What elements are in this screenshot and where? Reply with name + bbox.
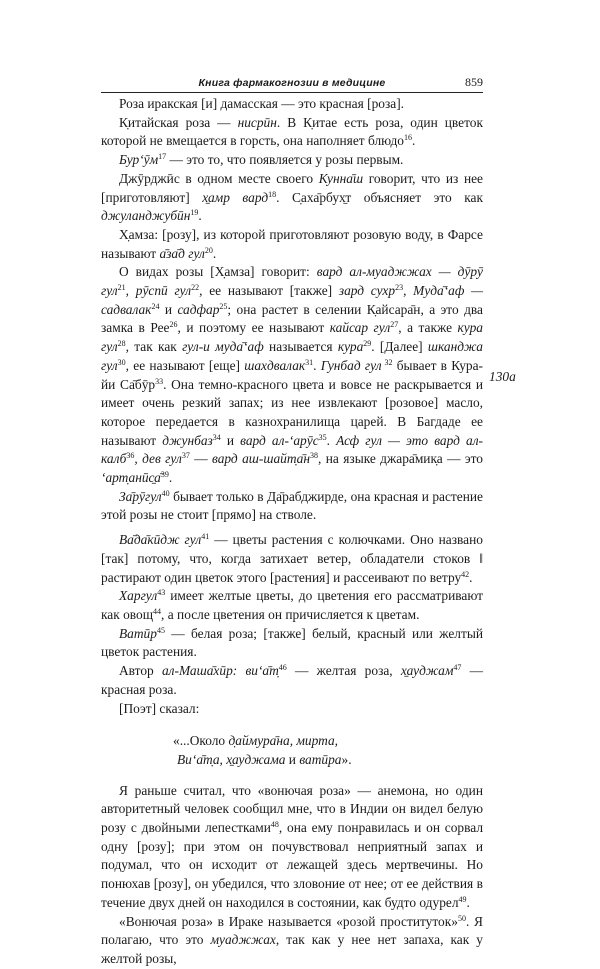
verse-line (173, 751, 483, 770)
text-run: Джӯрджӣс в одном месте своего (119, 170, 319, 186)
text-run: , (403, 283, 414, 299)
italic-term: ал-Маша̄хӣр: ви‘а̄т̣ (161, 663, 279, 679)
page-body (101, 95, 483, 969)
text-run: — красная роза. (101, 663, 483, 697)
text-run: — желтая роза, (286, 663, 401, 679)
text-run: и (220, 432, 241, 448)
footnote-ref: 48 (270, 820, 279, 830)
footnote-ref: 46 (278, 663, 287, 673)
text-run: , ее называют [также] (199, 283, 339, 299)
italic-term: Гунбад гул (320, 357, 382, 373)
text-run: , так как (125, 339, 183, 355)
text-run: ». (341, 751, 352, 767)
footnote-ref: 27 (390, 320, 399, 330)
italic-term: шканджа гул (101, 339, 483, 373)
page-number: 859 (465, 75, 483, 89)
footnote-ref: 47 (453, 663, 462, 673)
footnote-ref: 44 (153, 606, 162, 616)
text-run: — (189, 451, 212, 467)
footnote-ref: 17 (158, 152, 167, 162)
paragraphs-before-verse (101, 95, 483, 718)
footnote-ref: 25 (219, 301, 228, 311)
italic-term: джуланджубӣн (101, 208, 191, 224)
italic-term: а̄за̄д гул (159, 245, 205, 261)
italic-term: гул-и муда̄‘аф (182, 339, 264, 355)
italic-term: зард сухр (338, 283, 396, 299)
paragraph (101, 913, 483, 969)
footnote-ref: 31 (305, 357, 314, 367)
text-run: бывает только в Да̄рабджирде, она красная и растение этой розы не стоит [прямо] на стволе. (101, 488, 483, 523)
text-run: и (285, 751, 300, 767)
italic-term: Ватӣр (119, 625, 157, 641)
text-run: говорит, что из нее [приготовляют] (101, 170, 483, 205)
italic-term: Кунна̄ш (318, 170, 364, 186)
italic-term: За̄рӯгул (119, 488, 162, 504)
paragraph (101, 662, 483, 699)
paragraph (101, 587, 483, 624)
text-run: . (469, 569, 473, 585)
text-run: , и поэтому ее называют (177, 320, 330, 336)
text-run: , (134, 451, 143, 467)
italic-term: кайсар гул (329, 320, 391, 336)
paragraph (101, 151, 483, 170)
italic-term: Ва̄да̄кӣдж гул (119, 532, 202, 548)
footnote-ref: 16 (403, 133, 412, 143)
text-run: . Она темно-красного цвета и вовсе не раскрывается и имеет очень резкий запах; из нее извлекают [розовое] масло, которое передается в казнохранилища царей. В Багдаде ее называют (101, 376, 483, 448)
text-run: ; она растет в селении К̣айсара̄н, а это два замка в Рее (101, 301, 483, 336)
text-run: Я раньше считал, что «вонючая роза» — анемона, но один авторитетный человек сообщил мне, что в Индии он видел белую розу с двойными лепестками (101, 782, 483, 836)
text-run: . (212, 245, 217, 261)
footnote-ref: 39 (160, 470, 169, 480)
italic-term: нисрӣн (237, 114, 277, 130)
footnote-ref: 34 (212, 432, 221, 442)
italic-term: садфар (177, 301, 220, 317)
footnote-ref: 18 (268, 189, 277, 199)
italic-term: вард ал-‘арӯс (240, 432, 319, 448)
footnote-ref: 24 (151, 301, 160, 311)
paragraph (101, 170, 483, 226)
italic-term: вард аш-шайт̣а̄н (212, 451, 311, 467)
text-run: . В К̣итае есть роза, один цветок которой не вмещается в горсть, она наполняет блюдо (101, 114, 483, 149)
footnote-ref: 26 (169, 320, 178, 330)
footnote-ref: 41 (201, 532, 210, 542)
text-run: «...Около (173, 733, 229, 749)
footnote-ref: 36 (126, 451, 135, 461)
text-run: , ее называют [еще] (125, 357, 245, 373)
text-run: , а также (398, 320, 458, 336)
italic-term: Ви‘а̄т̣а, х̱ауджама (177, 751, 286, 767)
text-run: . (466, 894, 470, 910)
text-run: — цветы растения с колючками. Оно названо [так] потому, что, когда затихает ветер, обладатели стоков ‖ растирают один цветок этого [растения] и рассеивают по ветру (101, 532, 483, 585)
text-run: имеет желтые цветы, до цветения его рассматривают как овощ (101, 588, 483, 622)
text-run: . С̣аха̄рбух̱т объясняет это как (276, 189, 483, 205)
text-run: , на языке джара̄мик̣а — это (318, 451, 483, 467)
footnote-ref: 33 (155, 376, 164, 386)
italic-term: ‘арт̣анӣс̱а̄ (101, 470, 161, 486)
text-run: , она ему понравилась и он сорвал одну [розу]; при этом он почувствовал неприятный запах и подумал, что он исходит от лежащей здесь мертвечины. Но понюхав [розу], он убедился, что зловоние от нее; от ее действия в течение двух дней он находился в состоянии, как будто одурел (101, 820, 484, 910)
verse-line (173, 732, 483, 751)
paragraph (101, 488, 483, 525)
italic-term: рӯспӣ гул (135, 283, 192, 299)
text-run: , а после цветения он причисляется к цветам. (161, 606, 420, 622)
text-run: Х̣амза: [розу], из которой приготовляют розовую воду, в Фарсе называют (101, 226, 483, 261)
text-run: . (198, 208, 202, 224)
footnote-ref: 21 (117, 283, 126, 293)
italic-term: кура гул (101, 320, 483, 355)
footnote-ref: 28 (117, 339, 126, 349)
text-run: [Поэт] сказал: (119, 700, 200, 716)
footnote-ref: 50 (457, 913, 466, 923)
italic-term: Муда̄‘аф — садвалак (101, 283, 484, 317)
text-run: . Я полагаю, что это (101, 913, 483, 948)
paragraph (101, 263, 483, 487)
footnote-ref: 23 (395, 283, 404, 293)
text-run: . [Далее] (371, 339, 428, 355)
text-run: . (411, 133, 416, 149)
paragraph (101, 531, 483, 587)
text-run: бывает в Кура-йи Са̄бӯр (101, 357, 483, 392)
text-run: . (313, 357, 321, 373)
italic-term: кура (337, 339, 364, 355)
italic-term: джунбаз (162, 432, 213, 448)
italic-term: д̣аймура̄на, мирта, (228, 733, 339, 749)
footnote-ref: 35 (318, 432, 327, 442)
italic-term: дев гул (142, 451, 182, 467)
text-run: . (326, 432, 337, 448)
text-run: Автор (119, 663, 162, 679)
footnote-ref: 42 (461, 569, 470, 579)
text-run: «Вонючая роза» в Ираке называется «розой проституток» (119, 913, 458, 929)
italic-term: ватӣра (299, 751, 342, 767)
footnote-ref: 40 (161, 488, 170, 498)
italic-term: Харгул (119, 588, 158, 604)
paragraphs-after-verse (101, 782, 483, 969)
italic-term: муаджжах (210, 932, 276, 948)
running-title: Книга фармакогнозии в медицине (198, 77, 386, 89)
text-run: , так как у нее нет запаха, как у желтой розы, (101, 932, 483, 966)
italic-term: х̱ауджам (400, 663, 454, 679)
text-run: называется (263, 339, 338, 355)
paragraph (101, 226, 483, 263)
footnote-ref: 45 (156, 625, 165, 635)
italic-term: Бур‘ӯм (119, 152, 159, 168)
paragraph (101, 625, 483, 662)
italic-term: Асф гул — это вард ал-калб (101, 432, 483, 467)
text-run: О видах розы [Х̣амза] говорит: (119, 264, 317, 280)
verse-quote (173, 732, 483, 769)
text-run: . (168, 470, 173, 486)
footnote-ref: 19 (190, 208, 199, 218)
footnote-ref: 49 (458, 894, 467, 904)
paragraph (101, 782, 483, 913)
margin-folio-note: 130а (489, 369, 516, 384)
italic-term: шахдвалак (244, 357, 306, 373)
italic-term: вард ал-муаджжах — дӯрӯ гул (101, 264, 483, 299)
text-run: Роза иракская [и] дамасская — это красная [роза]. (119, 96, 405, 111)
footnote-ref: 37 (181, 451, 190, 461)
running-header (101, 74, 483, 93)
footnote-ref: 32 (381, 357, 393, 367)
text-run: — это то, что появляется у розы первым. (166, 152, 404, 168)
footnote-ref: 29 (363, 339, 372, 349)
paragraph (101, 95, 483, 114)
footnote-ref: 22 (191, 283, 200, 293)
text-run: — белая роза; [также] белый, красный или желтый цветок растения. (101, 625, 483, 660)
italic-term: х̱амр вард (202, 189, 269, 205)
text-run: , (125, 283, 136, 299)
paragraph (101, 700, 483, 719)
text-run: и (159, 301, 178, 317)
footnote-ref: 20 (204, 245, 213, 255)
paragraph (101, 114, 483, 151)
footnote-ref: 30 (117, 357, 126, 367)
footnote-ref: 38 (310, 451, 319, 461)
footnote-ref: 43 (157, 588, 166, 598)
text-run: К̣итайская роза — (119, 114, 238, 130)
